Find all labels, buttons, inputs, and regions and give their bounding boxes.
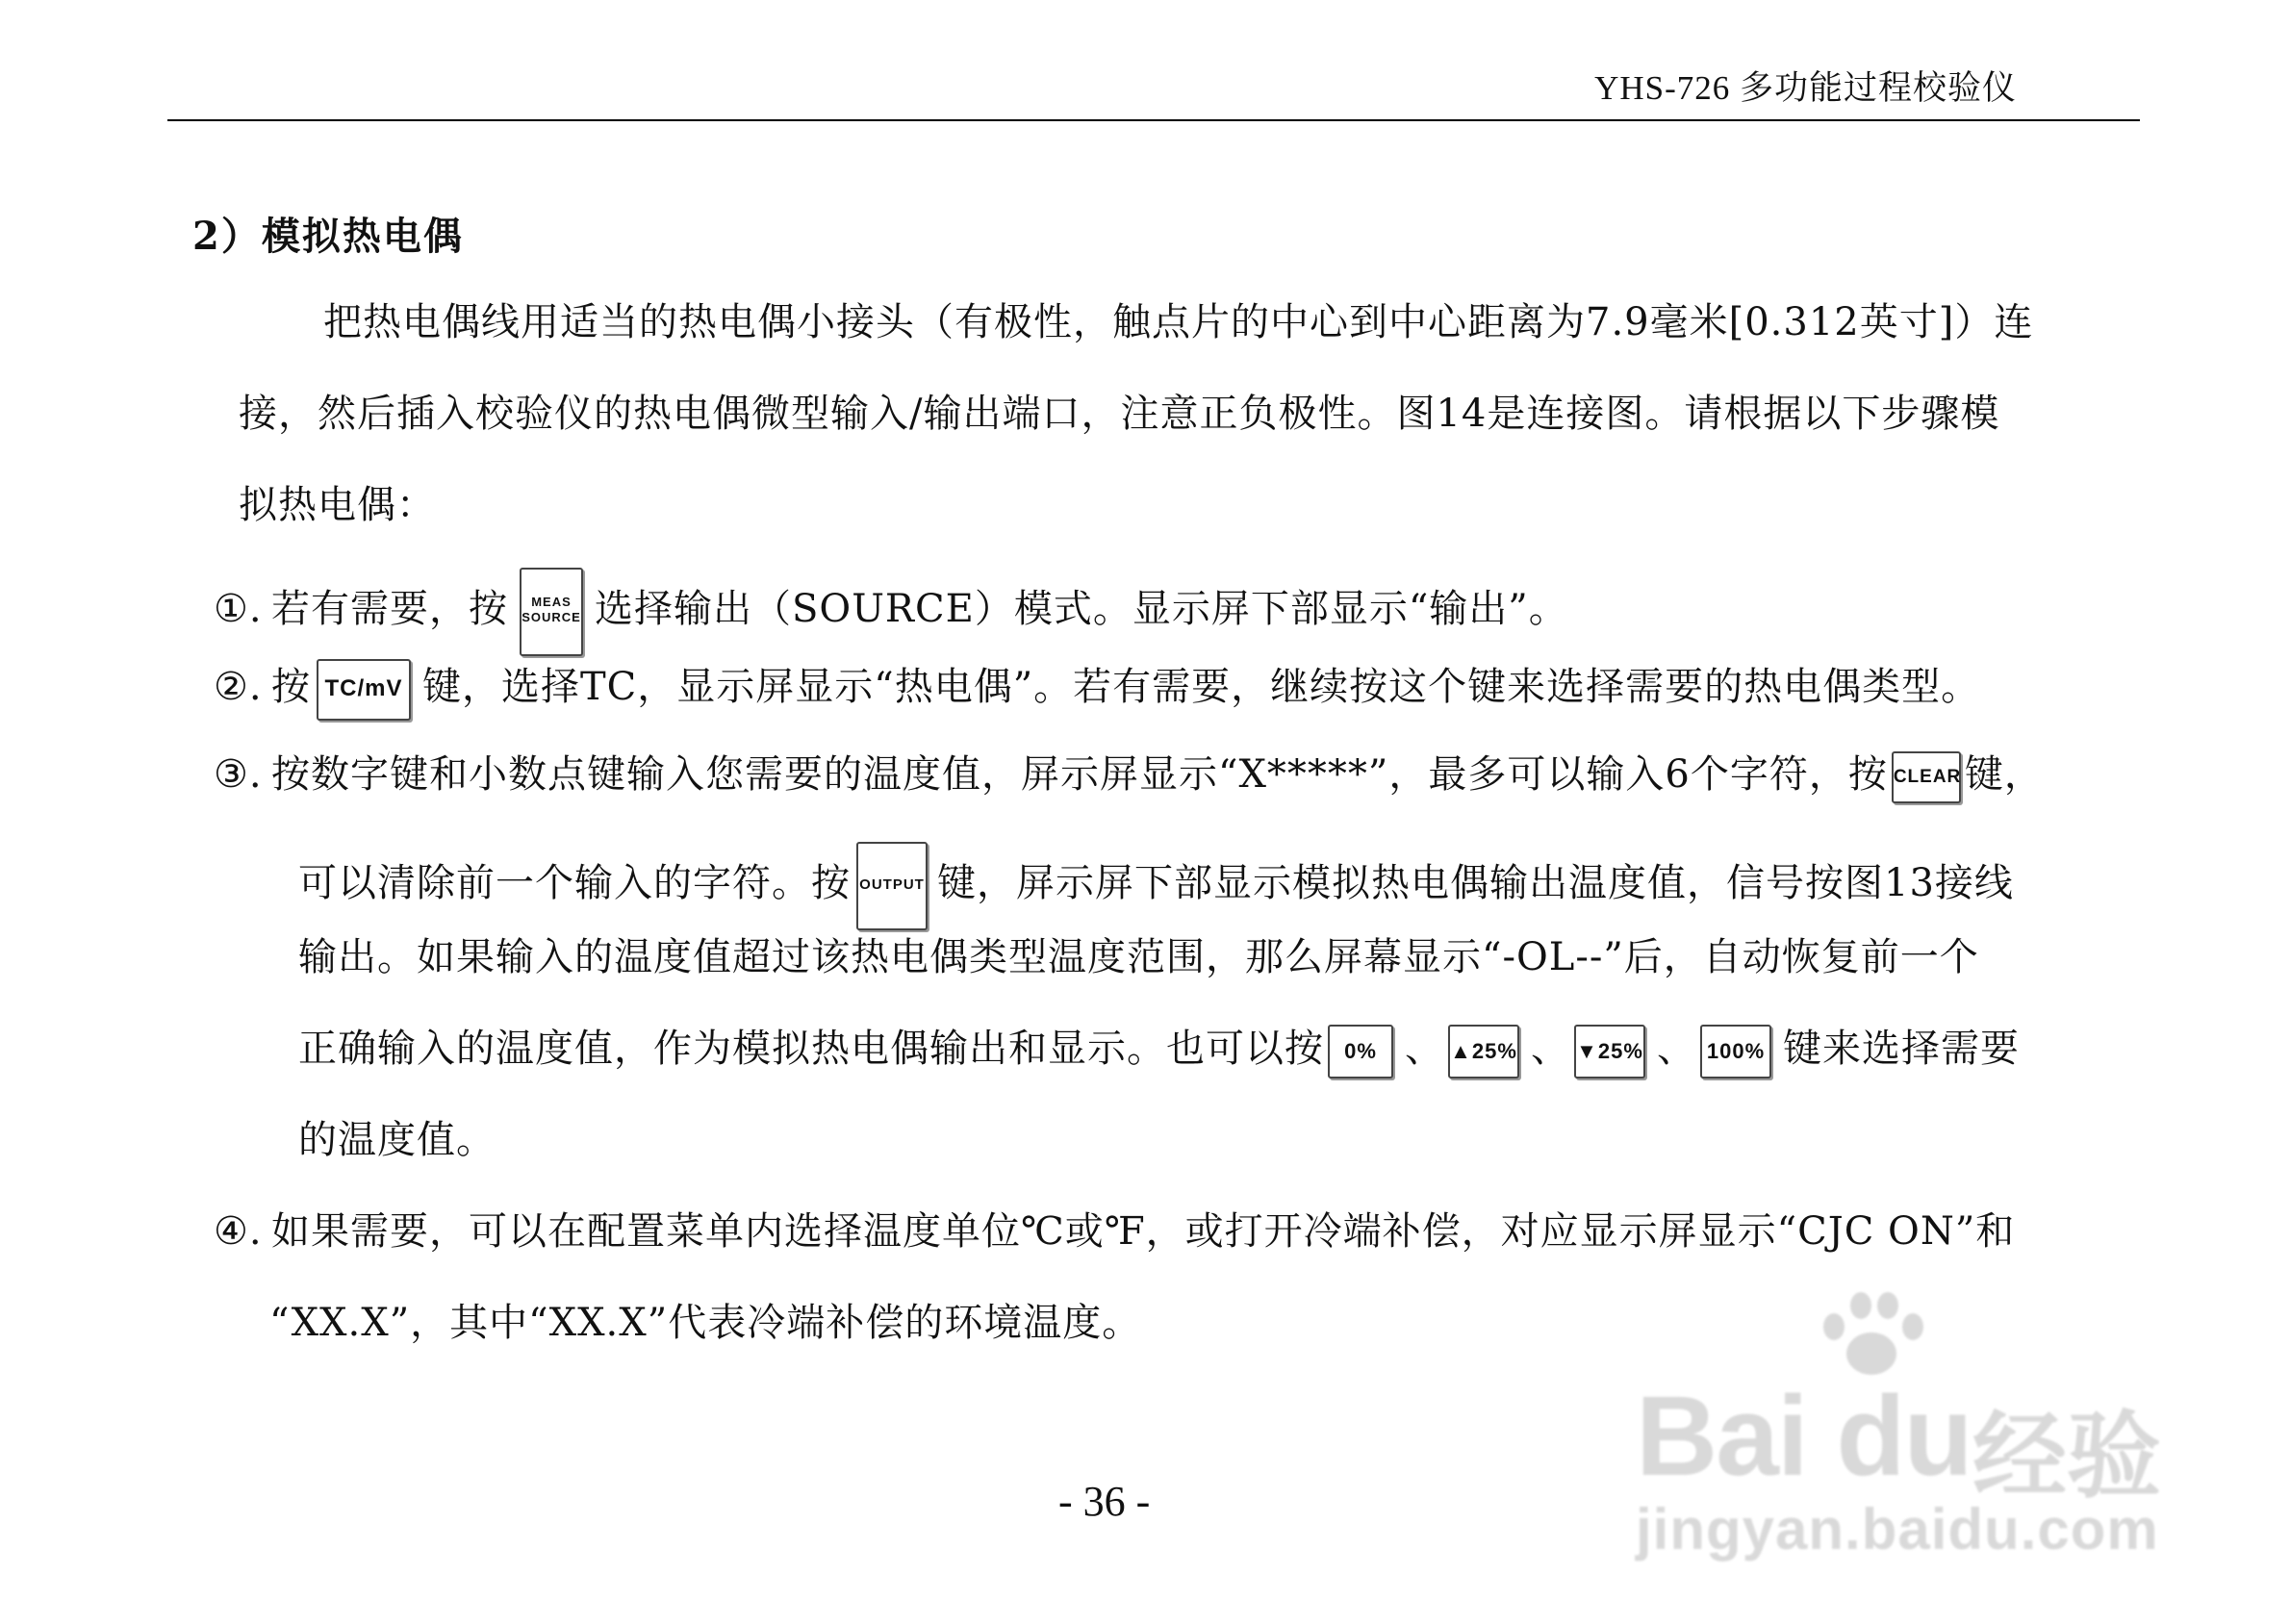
step-3-line-1	[214, 750, 2044, 803]
down-25-percent-key[interactable]: ▼25%	[1574, 1025, 1645, 1078]
meas-key-label: MEAS	[531, 595, 572, 609]
intro-line-2: 接，然后插入校验仪的热电偶微型输入/输出端口，注意正负极性。图14是连接图。请根据以下步骤模	[239, 392, 2000, 436]
step-1	[214, 568, 1568, 656]
clear-key[interactable]: CLEAR	[1892, 751, 1961, 803]
step-2	[214, 659, 1980, 721]
up-25-percent-key[interactable]: ▲25%	[1448, 1025, 1519, 1078]
tc-mv-key[interactable]: TC/mV	[317, 659, 411, 721]
paw-icon	[1814, 1284, 1929, 1381]
watermark-brand: Bai du	[1636, 1373, 1972, 1500]
page-number: - 36 -	[1058, 1478, 1151, 1525]
step-2-text-a: 按	[271, 665, 311, 709]
step-3-text-g: 键来选择需要	[1783, 1027, 2020, 1071]
step-1-text-b: 选择输出（SOURCE）模式。显示屏下部显示“输出”。	[595, 587, 1568, 631]
step-4-line-1	[214, 1207, 2015, 1256]
step-1-text-a: 若有需要，按	[271, 587, 508, 631]
step-2-number: ②.	[214, 665, 263, 709]
header-title: YHS-726 多功能过程校验仪	[1594, 69, 2017, 107]
step-3-line-4	[298, 1025, 2020, 1078]
separator-3: 、	[1657, 1027, 1696, 1071]
step-4-text-a: 如果需要，可以在配置菜单内选择温度单位℃或℉，或打开冷端补偿，对应显示屏显示“CJC ON”和	[271, 1209, 2016, 1254]
baidu-jingyan-watermark	[1636, 1284, 2175, 1573]
step-4-number: ④.	[214, 1209, 263, 1254]
step-3-line-2	[298, 842, 2014, 930]
step-3-line-3: 输出。如果输入的温度值超过该热电偶类型温度范围，那么屏幕显示“-OL--”后，自动恢复前一个	[298, 935, 1979, 979]
step-1-number: ①.	[214, 587, 263, 631]
intro-line-3: 拟热电偶：	[239, 483, 436, 527]
step-3-text-c: 可以清除前一个输入的字符。按	[298, 861, 851, 905]
step-3-text-f: 正确输入的温度值，作为模拟热电偶输出和显示。也可以按	[298, 1027, 1324, 1071]
header-divider	[167, 119, 2140, 121]
intro-line-1: 把热电偶线用适当的热电偶小接头（有极性，触点片的中心到中心距离为7.9毫米[0.312英寸]）连	[323, 300, 2034, 344]
step-3-text-d: 键，屏示屏下部显示模拟热电偶输出温度值，信号按图13接线	[937, 861, 2014, 905]
hundred-percent-key[interactable]: 100%	[1700, 1025, 1771, 1078]
step-3-text-a: 按数字键和小数点键输入您需要的温度值，屏示屏显示“X*****”，最多可以输入6个字符，按	[271, 752, 1888, 797]
step-3-line-5: 的温度值。	[298, 1118, 496, 1162]
watermark-jingyan: 经验	[1972, 1403, 2162, 1509]
step-2-text-b: 键，选择TC，显示屏显示“热电偶”。若有需要，继续按这个键来选择需要的热电偶类型。	[422, 665, 1981, 709]
meas-source-key[interactable]	[520, 568, 583, 656]
watermark-url: jingyan.baidu.com	[1636, 1497, 2159, 1561]
step-3-number: ③.	[214, 752, 263, 797]
zero-percent-key[interactable]: 0%	[1328, 1025, 1393, 1078]
step-3-text-b: 键，	[1964, 752, 2044, 797]
output-key[interactable]: OUTPUT	[856, 842, 928, 930]
step-4-line-2: “XX.X”，其中“XX.X”代表冷端补偿的环境温度。	[269, 1301, 1142, 1345]
separator-2: 、	[1531, 1027, 1570, 1071]
source-key-label: SOURCE	[522, 610, 581, 624]
section-title: 2）模拟热电偶	[192, 214, 464, 259]
separator-1: 、	[1405, 1027, 1444, 1071]
